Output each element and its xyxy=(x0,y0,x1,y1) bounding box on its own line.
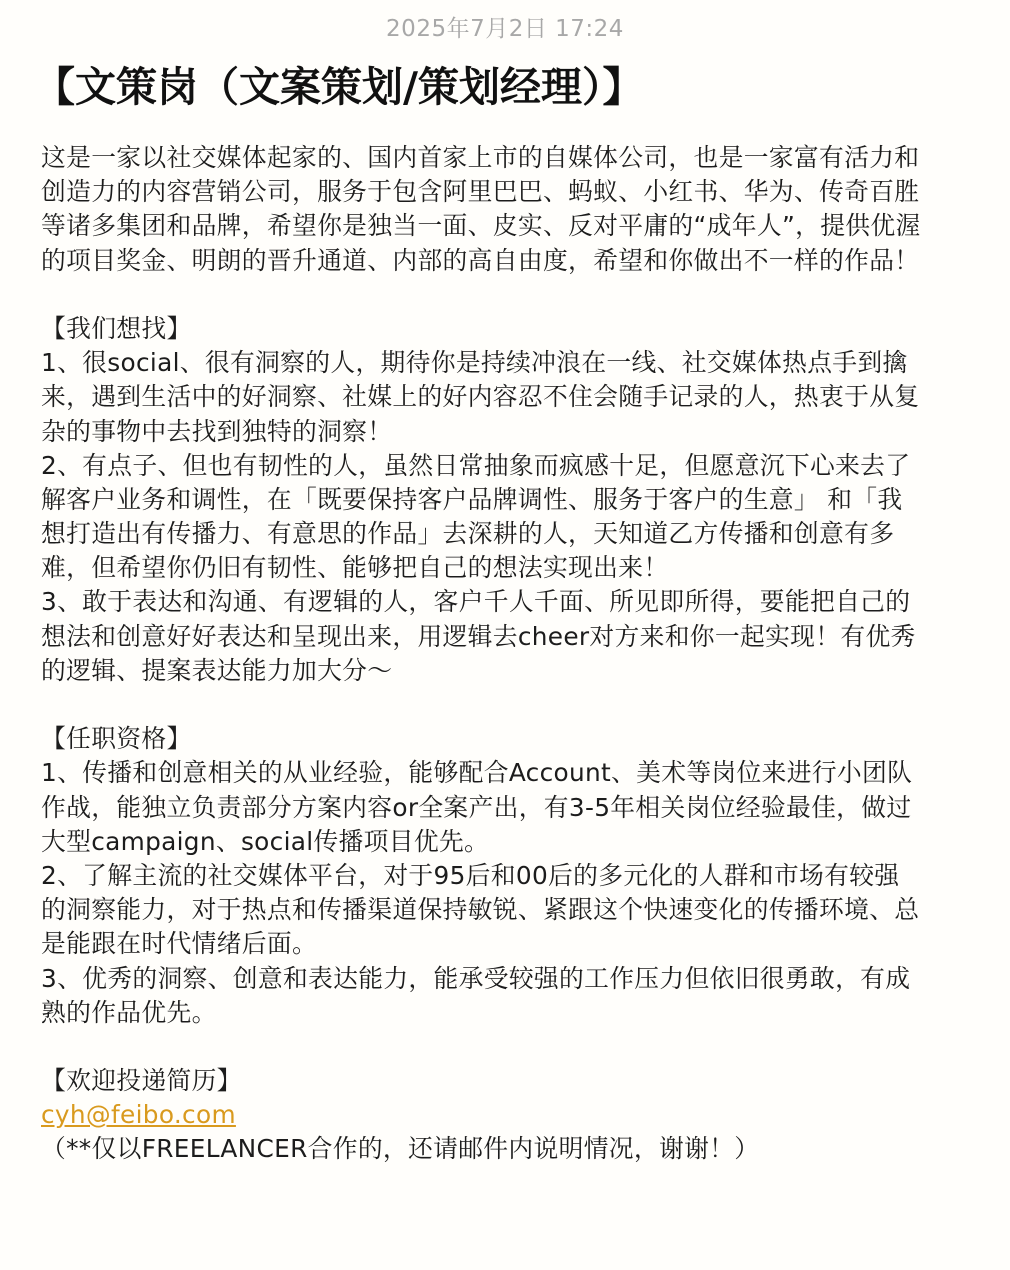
section-apply xyxy=(41,1064,981,1167)
email-link[interactable]: cyh@feibo.com xyxy=(41,1100,236,1130)
looking-line: 1、很social、很有洞察的人，期待你是持续冲浪在一线、社交媒体热点手到擒 xyxy=(41,348,908,378)
looking-line: 想打造出有传播力、有意思的作品」去深耕的人，天知道乙方传播和创意有多 xyxy=(41,519,895,549)
blank-line xyxy=(41,278,981,312)
intro-line: 等诸多集团和品牌，希望你是独当一面、皮实、反对平庸的“成年人”，提供优渥 xyxy=(41,211,921,241)
looking-line: 杂的事物中去找到独特的洞察！ xyxy=(41,416,393,446)
qualification-line: 3、优秀的洞察、创意和表达能力，能承受较强的工作压力但依旧很勇敢，有成 xyxy=(41,963,911,993)
blank-line xyxy=(41,688,981,722)
section-heading-apply: 【欢迎投递简历】 xyxy=(41,1066,242,1096)
looking-line: 难，但希望你仍旧有韧性、能够把自己的想法实现出来！ xyxy=(41,553,669,583)
apply-footnote: （**仅以FREELANCER合作的，还请邮件内说明情况，谢谢！） xyxy=(41,1134,760,1164)
section-qualifications xyxy=(41,722,981,1030)
note-body[interactable] xyxy=(41,141,981,1167)
qualification-line: 的洞察能力，对于热点和传播渠道保持敏锐、紧跟这个快速变化的传播环境、总 xyxy=(41,895,920,925)
qualification-line: 1、传播和创意相关的从业经验，能够配合Account、美术等岗位来进行小团队 xyxy=(41,758,913,788)
qualification-line: 2、了解主流的社交媒体平台，对于95后和00后的多元化的人群和市场有较强 xyxy=(41,860,900,890)
looking-line: 3、敢于表达和沟通、有逻辑的人，客户千人千面、所见即所得，要能把自己的 xyxy=(41,587,911,617)
intro-line: 这是一家以社交媒体起家的、国内首家上市的自媒体公司，也是一家富有活力和 xyxy=(41,143,920,172)
qualification-line: 熟的作品优先。 xyxy=(41,997,217,1027)
section-heading-qualifications: 【任职资格】 xyxy=(41,724,192,754)
looking-line: 的逻辑、提案表达能力加大分～ xyxy=(41,655,393,685)
section-heading-looking: 【我们想找】 xyxy=(41,313,192,343)
qualification-line: 大型campaign、social传播项目优先。 xyxy=(41,826,490,856)
blank-line xyxy=(41,1030,981,1064)
looking-line: 想法和创意好好表达和呈现出来，用逻辑去cheer对方来和你一起实现！有优秀 xyxy=(41,621,916,651)
intro-line: 创造力的内容营销公司，服务于包含阿里巴巴、蚂蚁、小红书、华为、传奇百胜 xyxy=(41,177,920,207)
looking-line: 2、有点子、但也有韧性的人，虽然日常抽象而疯感十足，但愿意沉下心来去了 xyxy=(41,450,911,480)
qualification-line: 是能跟在时代情绪后面。 xyxy=(41,929,318,959)
note-timestamp: 2025年7月2日 17:24 xyxy=(386,16,624,42)
intro-line: 的项目奖金、明朗的晋升通道、内部的高自由度，希望和你做出不一样的作品！ xyxy=(41,245,920,275)
section-looking xyxy=(41,312,981,688)
looking-line: 来，遇到生活中的好洞察、社媒上的好内容忍不住会随手记录的人，热衷于从复 xyxy=(41,382,920,412)
looking-line: 解客户业务和调性，在「既要保持客户品牌调性、服务于客户的生意」 和「我 xyxy=(41,484,903,514)
intro-paragraph xyxy=(41,141,981,278)
qualification-line: 作战，能独立负责部分方案内容or全案产出，有3-5年相关岗位经验最佳，做过 xyxy=(41,792,912,822)
page-title: 【文策岗（文案策划/策划经理）】 xyxy=(34,63,644,111)
